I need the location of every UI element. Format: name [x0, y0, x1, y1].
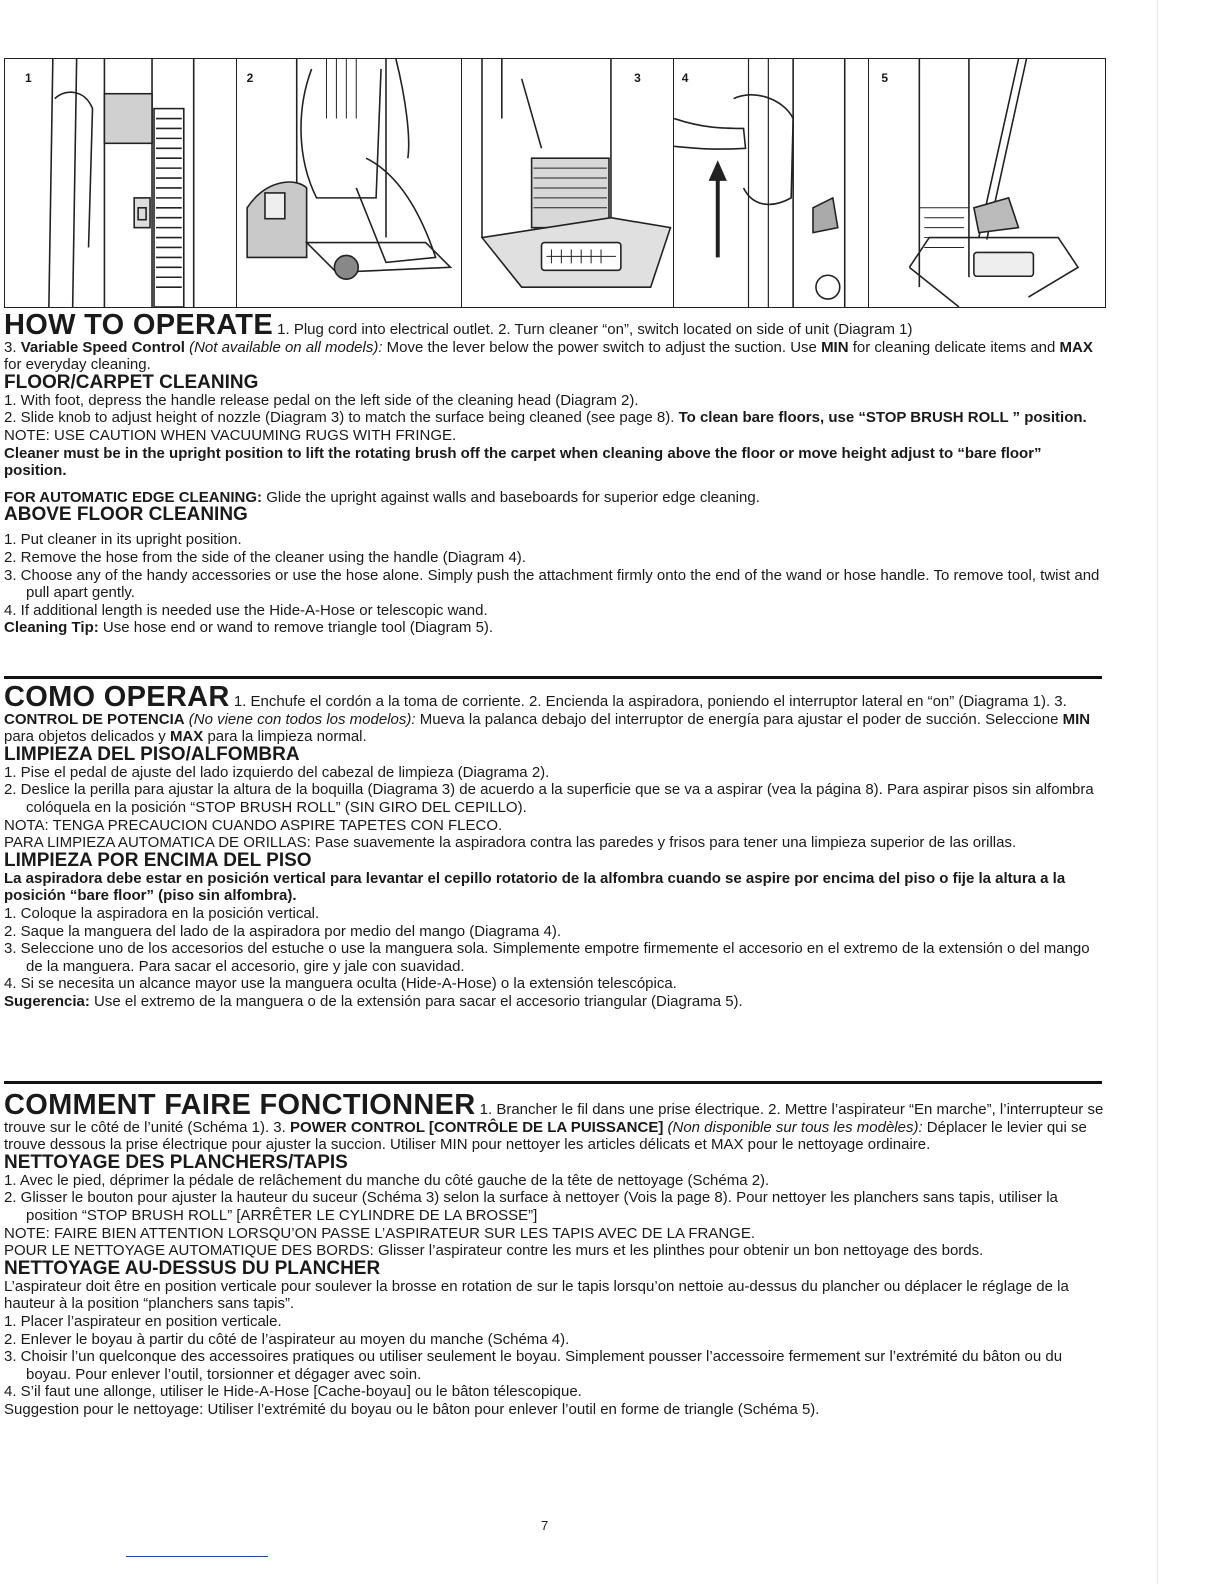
section-divider	[4, 676, 1102, 679]
spanish-above-title: LIMPIEZA POR ENCIMA DEL PISO	[4, 849, 312, 871]
list-item: 1. Coloque la aspiradora en la posición vertical.	[4, 904, 320, 922]
spanish-intro-text: 1. Enchufe el cordón a la toma de corriente. 2. Encienda la aspiradora, poniendo el interruptor lateral en “on” (Diagrama 1). 3.	[229, 693, 1067, 710]
english-floor-title: FLOOR/CARPET CLEANING	[4, 371, 259, 393]
spanish-tip	[4, 993, 1106, 1011]
list-item: 1. Avec le pied, déprimer la pédale de relâchement du manche du côté gauche de la tête de nettoyage (Schéma 2).	[4, 1171, 770, 1189]
diagram-4	[674, 59, 870, 307]
scan-edge	[1157, 0, 1158, 1584]
french-heading: COMMENT FAIRE FONCTIONNER	[4, 1089, 476, 1121]
english-intro-steps: 1. Plug cord into electrical outlet. 2. Turn cleaner “on”, switch located on side of unit (Diagram 1)	[272, 321, 913, 338]
spanish-control-note: (No viene con todos los modelos):	[184, 710, 416, 728]
spanish-section	[4, 681, 1106, 1011]
french-control-label: POWER CONTROL [CONTRÔLE DE LA PUISSANCE]	[289, 1118, 664, 1136]
diagram-number: 4	[681, 71, 689, 85]
spanish-min: MIN	[1062, 710, 1091, 728]
vacuum-side-switch-illustration	[5, 59, 236, 307]
spanish-intro-text: para la limpieza normal.	[203, 728, 367, 746]
french-floor-title: NETTOYAGE DES PLANCHERS/TAPIS	[4, 1151, 348, 1173]
footer-rule	[126, 1556, 268, 1557]
french-intro-text: 1. Brancher le fil dans une prise électrique. 2. Mettre l’aspirateur “En marche”, l’interrupteur se trouve sur le côté de l’unité (Schéma 1). 3.	[4, 1101, 1104, 1136]
english-step3-number: 3.	[4, 338, 21, 356]
english-max: MAX	[1059, 338, 1093, 356]
english-speed-control	[4, 339, 1106, 374]
spanish-intro	[4, 681, 1106, 746]
english-bare-floor-tip: To clean bare floors, use “STOP BRUSH ROLL ” position.	[678, 409, 1087, 427]
list-item: 2. Deslice la perilla para ajustar la altura de la boquilla (Diagrama 3) de acuerdo a la superficie que se va a aspirar (vea la página 8). Para aspirar pisos sin alfombra colóquela en la posición “STOP BRUSH ROLL” (SIN GIRO DEL CEPILLO).	[4, 781, 1094, 816]
list-item: 1. Pise el pedal de ajuste del lado izquierdo del cabezal de limpieza (Diagrama 2).	[4, 763, 550, 781]
diagram-strip	[4, 58, 1106, 308]
list-item: 1. Put cleaner in its upright position.	[4, 531, 242, 549]
english-note: NOTE: USE CAUTION WHEN VACUUMING RUGS WITH FRINGE.	[4, 426, 457, 444]
spanish-control-label: CONTROL DE POTENCIA	[4, 710, 185, 728]
spanish-intro-text: para objetos delicados y	[4, 728, 170, 746]
diagram-1	[5, 59, 237, 307]
english-step3-text: for everyday cleaning.	[4, 356, 151, 374]
english-tip-label: Cleaning Tip:	[4, 619, 99, 637]
french-control-note: (Non disponible sur tous les modèles):	[663, 1118, 923, 1136]
english-edge-label: FOR AUTOMATIC EDGE CLEANING:	[4, 488, 263, 506]
french-section	[4, 1089, 1106, 1419]
list-item: 2. Glisser le bouton pour ajuster la hauteur du suceur (Schéma 3) selon la surface à nettoyer (Vois la page 8). Pour nettoyer les planchers sans tapis, utiliser la position “STOP BRUSH ROLL” [ARRÊTER LE CYLINDRE DE LA BROSSE”]	[4, 1189, 1058, 1224]
diagram-number: 1	[25, 71, 32, 85]
spanish-edge-cleaning: PARA LIMPIEZA AUTOMATICA DE ORILLAS: Pase suavemente la aspiradora contra las paredes y frisos para tener una limpieza superior de las orillas.	[4, 834, 1017, 852]
english-section	[4, 309, 1106, 637]
list-item: 1. With foot, depress the handle release pedal on the left side of the cleaning head (Diagram 2).	[4, 391, 639, 409]
height-knob-illustration	[462, 59, 673, 307]
english-step3-label: Variable Speed Control	[20, 338, 185, 356]
diagram-number: 5	[881, 71, 889, 85]
french-note: NOTE: FAIRE BIEN ATTENTION LORSQU’ON PASSE L’ASPIRATEUR SUR LES TAPIS AVEC DE LA FRANGE.	[4, 1224, 756, 1242]
list-item: 3. Choose any of the handy accessories or use the hose alone. Simply push the attachment firmly onto the end of the wand or hose handle. To remove tool, twist and pull apart gently.	[4, 566, 1100, 602]
diagram-3	[462, 59, 674, 307]
spanish-note: NOTA: TENGA PRECAUCION CUANDO ASPIRE TAPETES CON FLECO.	[4, 816, 503, 834]
english-above-title: ABOVE FLOOR CLEANING	[4, 504, 248, 526]
spanish-intro-text: Mueva la palanca debajo del interruptor de energía para ajustar el poder de succión. Seleccione	[415, 710, 1063, 728]
section-divider	[4, 1081, 1102, 1084]
english-step3-text: for cleaning delicate items and	[848, 338, 1060, 356]
english-intro	[4, 309, 1106, 341]
english-heading: HOW TO OPERATE	[4, 309, 273, 341]
spanish-heading: COMO OPERAR	[4, 681, 230, 713]
list-item	[4, 409, 1106, 427]
foot-pedal-illustration	[237, 59, 462, 307]
list-item: 1. Placer l’aspirateur en position verticale.	[4, 1312, 282, 1330]
spanish-upright-warning: La aspiradora debe estar en posición vertical para levantar el cepillo rotatorio de la alfombra cuando se aspire por encima del piso o fije la altura a la posición “bare floor” (piso sin alfombra).	[4, 869, 1066, 905]
english-step3-text: Move the lever below the power switch to adjust the suction. Use	[382, 338, 822, 356]
list-item: 4. Si se necesita un alcance mayor use la manguera oculta (Hide-A-Hose) o la extensión telescópica.	[4, 975, 677, 993]
diagram-5	[869, 59, 1105, 307]
french-tip: Suggestion pour le nettoyage: Utiliser l’extrémité du boyau ou le bâton pour enlever l’outil en forme de triangle (Schéma 5).	[4, 1400, 820, 1418]
list-item: 2. Remove the hose from the side of the cleaner using the handle (Diagram 4).	[4, 548, 526, 566]
french-edge-cleaning: POUR LE NETTOYAGE AUTOMATIQUE DES BORDS: Glisser l’aspirateur contre les murs et les plinthes pour obtenir un bon nettoyage des bords.	[4, 1242, 984, 1260]
french-upright-warning: L’aspirateur doit être en position verticale pour soulever la brosse en rotation de sur le tapis lorsqu’on nettoie au-dessus du plancher ou déplacer le réglage de la hauteur à la position “planchers sans tapis”.	[4, 1277, 1069, 1313]
english-min: MIN	[821, 338, 849, 356]
list-item: 3. Seleccione uno de los accesorios del estuche o use la manguera sola. Simplemente empotre firmemente el accesorio en el extremo de la extensión o del mango de la manguera. Para sacar el accesorio, gire y jale con suavidad.	[4, 940, 1090, 975]
page-number: 7	[541, 1518, 549, 1533]
diagram-number: 3	[634, 71, 641, 85]
english-step3-note: (Not available on all models):	[184, 338, 383, 356]
english-floor-item2: 2. Slide knob to adjust height of nozzle (Diagram 3) to match the surface being cleaned (see page 8).	[4, 409, 679, 427]
french-intro	[4, 1089, 1106, 1154]
list-item: 4. If additional length is needed use the Hide-A-Hose or telescopic wand.	[4, 601, 488, 619]
diagram-number: 2	[246, 71, 254, 85]
english-tip-text: Use hose end or wand to remove triangle tool (Diagram 5).	[98, 619, 494, 637]
french-above-title: NETTOYAGE AU-DESSUS DU PLANCHER	[4, 1257, 381, 1279]
english-upright-warning: Cleaner must be in the upright position to lift the rotating brush off the carpet when cleaning above the floor or move height adjust to “bare floor” position.	[4, 444, 1042, 480]
diagram-2	[237, 59, 463, 307]
list-item: 2. Saque la manguera del lado de la aspiradora por medio del mango (Diagrama 4).	[4, 922, 561, 940]
triangle-tool-illustration	[869, 59, 1105, 307]
list-item: 4. S’il faut une allonge, utiliser le Hide-A-Hose [Cache-boyau] ou le bâton télescopique.	[4, 1383, 582, 1401]
list-item: 3. Choisir l’un quelconque des accessoires pratiques ou utiliser seulement le boyau. Simplement pousser l’accessoire fermement sur l’extrémité du bâton ou du boyau. Pour enlever l’outil, torsionner et dégager avec soin.	[4, 1348, 1063, 1383]
list-item: 2. Enlever le boyau à partir du côté de l’aspirateur au moyen du manche (Schéma 4).	[4, 1330, 570, 1348]
spanish-max: MAX	[169, 728, 204, 746]
spanish-tip-label: Sugerencia:	[4, 992, 90, 1010]
english-tip	[4, 619, 1106, 637]
spanish-floor-title: LIMPIEZA DEL PISO/ALFOMBRA	[4, 743, 300, 765]
hose-removal-illustration	[674, 59, 869, 307]
french-intro-text: Déplacer le levier qui se trouve dessous la prise électrique pour ajuster la succion. Utiliser MIN pour nettoyer les articles délicats et MAX pour le nettoyage ordinaire.	[4, 1118, 1087, 1154]
spanish-tip-text: Use el extremo de la manguera o de la extensión para sacar el accesorio triangular (Diagrama 5).	[89, 992, 743, 1010]
english-edge-text: Glide the upright against walls and baseboards for superior edge cleaning.	[262, 488, 760, 506]
